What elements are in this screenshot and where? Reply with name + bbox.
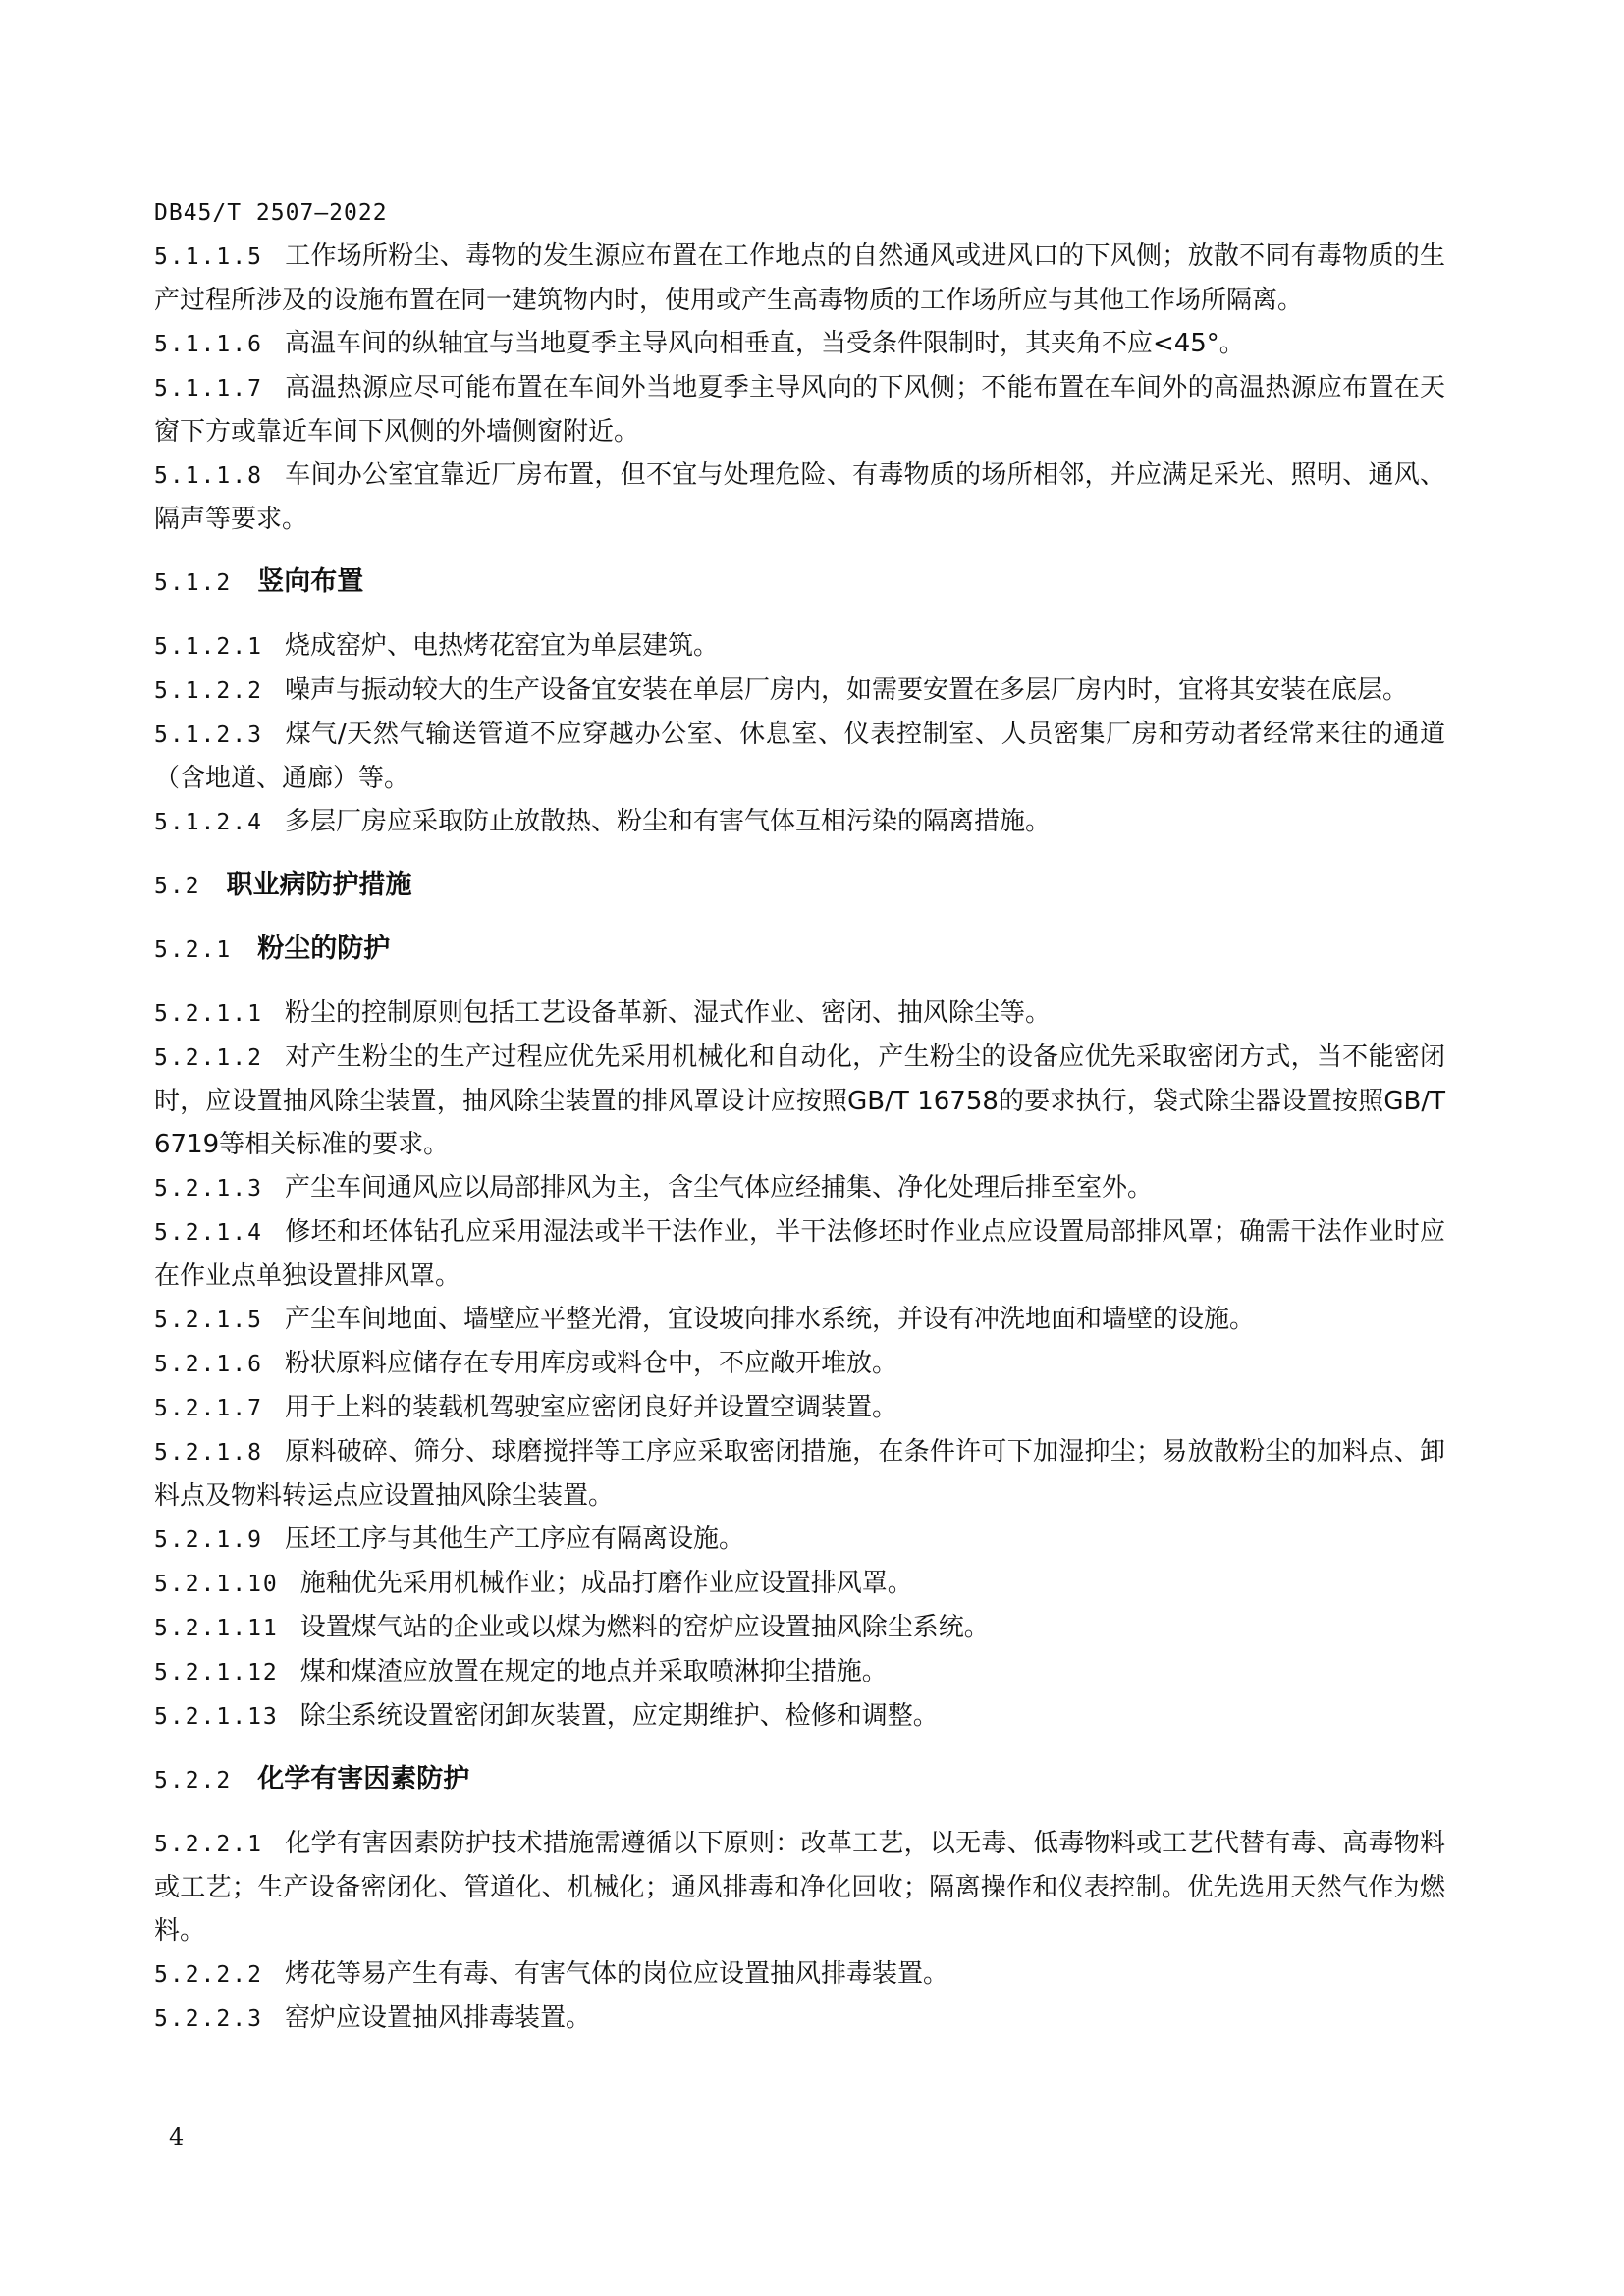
clause-text: 烤花等易产生有毒、有害气体的岗位应设置抽风排毒装置。 [284, 1959, 948, 1989]
clause-number: 5.1.2.2 [154, 678, 263, 704]
clause-paragraph [154, 454, 1445, 541]
clause-number: 5.1.2.4 [154, 810, 263, 835]
clause-number: 5.2.1.1 [154, 1001, 263, 1027]
clause-paragraph [154, 800, 1445, 844]
section-heading [154, 864, 1445, 908]
clause-paragraph [154, 1694, 1445, 1738]
clause-text: 粉状原料应储存在专用库房或料仓中，不应敞开堆放。 [284, 1349, 897, 1378]
clause-paragraph [154, 1997, 1445, 2041]
clause-number: 5.1.1.7 [154, 376, 263, 401]
clause-number: 5.2.1.8 [154, 1440, 263, 1466]
clause-number: 5.2.1.11 [154, 1616, 279, 1641]
section-heading [154, 1758, 1445, 1802]
clause-text: 多层厂房应采取防止放散热、粉尘和有害气体互相污染的隔离措施。 [284, 807, 1051, 836]
clause-paragraph [154, 322, 1445, 366]
clause-text: 施釉优先采用机械作业；成品打磨作业应设置排风罩。 [299, 1569, 913, 1598]
clause-number: 5.1.1.6 [154, 332, 263, 357]
clause-text: 车间办公室宜靠近厂房布置，但不宜与处理危险、有毒物质的场所相邻，并应满足采光、照明、通风、隔声等要求。 [154, 460, 1445, 534]
heading-text: 职业病防护措施 [226, 870, 412, 900]
clause-text: 用于上料的装载机驾驶室应密闭良好并设置空调装置。 [284, 1393, 897, 1422]
clause-text: 粉尘的控制原则包括工艺设备革新、湿式作业、密闭、抽风除尘等。 [284, 998, 1051, 1028]
clause-paragraph [154, 1210, 1445, 1298]
clause-paragraph [154, 1562, 1445, 1606]
clause-number: 5.1.1.5 [154, 244, 263, 270]
clause-number: 5.2.1.2 [154, 1045, 263, 1071]
clause-paragraph [154, 1518, 1445, 1562]
document-body [154, 235, 1445, 2041]
clause-number: 5.2.2.2 [154, 1962, 263, 1988]
section-heading [154, 561, 1445, 605]
clause-paragraph [154, 991, 1445, 1036]
clause-text: 化学有害因素防护技术措施需遵循以下原则：改革工艺，以无毒、低毒物料或工艺代替有毒、高毒物料或工艺；生产设备密闭化、管道化、机械化；通风排毒和净化回收；隔离操作和仪表控制。优先选用天然气作为燃料。 [154, 1829, 1445, 1946]
clause-number: 5.1.2.3 [154, 722, 263, 748]
clause-number: 5.1.1.8 [154, 463, 263, 489]
clause-number: 5.2.1.6 [154, 1352, 263, 1377]
document-page [154, 191, 1445, 2041]
heading-text: 粉尘的防护 [257, 934, 391, 964]
section-heading [154, 928, 1445, 972]
clause-number: 5.2.1.12 [154, 1660, 279, 1685]
clause-number: 5.2.1.5 [154, 1308, 263, 1333]
clause-text: 煤气/天然气输送管道不应穿越办公室、休息室、仪表控制室、人员密集厂房和劳动者经常来往的通道（含地道、通廊）等。 [154, 720, 1445, 793]
clause-text: 除尘系统设置密闭卸灰装置，应定期维护、检修和调整。 [299, 1701, 939, 1731]
clause-text: 噪声与振动较大的生产设备宜安装在单层厂房内，如需要安置在多层厂房内时，宜将其安装在底层。 [284, 675, 1408, 705]
clause-paragraph [154, 713, 1445, 800]
clause-text: 原料破碎、筛分、球磨搅拌等工序应采取密闭措施，在条件许可下加湿抑尘；易放散粉尘的加料点、卸料点及物料转运点应设置抽风除尘装置。 [154, 1437, 1445, 1511]
clause-paragraph [154, 1166, 1445, 1210]
clause-text: 产尘车间通风应以局部排风为主，含尘气体应经捕集、净化处理后排至室外。 [284, 1173, 1153, 1202]
heading-text: 化学有害因素防护 [257, 1764, 470, 1794]
clause-paragraph [154, 1036, 1445, 1166]
clause-paragraph [154, 1298, 1445, 1342]
clause-paragraph [154, 235, 1445, 322]
clause-paragraph [154, 668, 1445, 713]
clause-paragraph [154, 1386, 1445, 1430]
clause-text: 产尘车间地面、墙壁应平整光滑，宜设坡向排水系统，并设有冲洗地面和墙壁的设施。 [284, 1305, 1255, 1334]
clause-paragraph [154, 366, 1445, 454]
clause-paragraph [154, 1342, 1445, 1386]
clause-number: 5.2.2.3 [154, 2006, 263, 2032]
clause-paragraph [154, 1650, 1445, 1694]
clause-text: 对产生粉尘的生产过程应优先采用机械化和自动化，产生粉尘的设备应优先采取密闭方式，当不能密闭时，应设置抽风除尘装置，抽风除尘装置的排风罩设计应按照GB/T 16758的要求执行，袋式除尘器设置按照GB/T 6719等相关标准的要求。 [154, 1042, 1445, 1159]
clause-text: 工作场所粉尘、毒物的发生源应布置在工作地点的自然通风或进风口的下风侧；放散不同有毒物质的生产过程所涉及的设施布置在同一建筑物内时，使用或产生高毒物质的工作场所应与其他工作场所隔离。 [154, 241, 1445, 315]
clause-paragraph [154, 624, 1445, 668]
clause-number: 5.2.1 [154, 937, 233, 963]
clause-text: 压坯工序与其他生产工序应有隔离设施。 [284, 1524, 744, 1554]
page-number: 4 [169, 2123, 185, 2151]
clause-number: 5.2 [154, 874, 201, 899]
clause-text: 高温热源应尽可能布置在车间外当地夏季主导风向的下风侧；不能布置在车间外的高温热源应布置在天窗下方或靠近车间下风侧的外墙侧窗附近。 [154, 373, 1445, 447]
clause-text: 煤和煤渣应放置在规定的地点并采取喷淋抑尘措施。 [299, 1657, 888, 1686]
clause-number: 5.2.1.4 [154, 1220, 263, 1246]
clause-number: 5.2.2 [154, 1768, 233, 1793]
clause-paragraph [154, 1952, 1445, 1997]
clause-number: 5.2.1.3 [154, 1176, 263, 1201]
clause-paragraph [154, 1430, 1445, 1518]
clause-number: 5.1.2 [154, 570, 233, 596]
clause-number: 5.2.2.1 [154, 1832, 263, 1857]
clause-text: 烧成窑炉、电热烤花窑宜为单层建筑。 [284, 631, 719, 661]
clause-text: 设置煤气站的企业或以煤为燃料的窑炉应设置抽风除尘系统。 [299, 1613, 990, 1642]
clause-text: 高温车间的纵轴宜与当地夏季主导风向相垂直，当受条件限制时，其夹角不应<45°。 [284, 329, 1245, 358]
clause-text: 修坯和坯体钻孔应采用湿法或半干法作业，半干法修坯时作业点应设置局部排风罩；确需干法作业时应在作业点单独设置排风罩。 [154, 1217, 1445, 1291]
clause-number: 5.2.1.7 [154, 1396, 263, 1421]
clause-paragraph [154, 1606, 1445, 1650]
clause-number: 5.2.1.10 [154, 1572, 279, 1597]
document-code: DB45/T 2507—2022 [154, 200, 388, 226]
clause-number: 5.2.1.9 [154, 1527, 263, 1553]
heading-text: 竖向布置 [257, 566, 364, 597]
clause-number: 5.2.1.13 [154, 1704, 279, 1730]
clause-text: 窑炉应设置抽风排毒装置。 [284, 2003, 591, 2033]
clause-number: 5.1.2.1 [154, 634, 263, 660]
clause-paragraph [154, 1822, 1445, 1952]
